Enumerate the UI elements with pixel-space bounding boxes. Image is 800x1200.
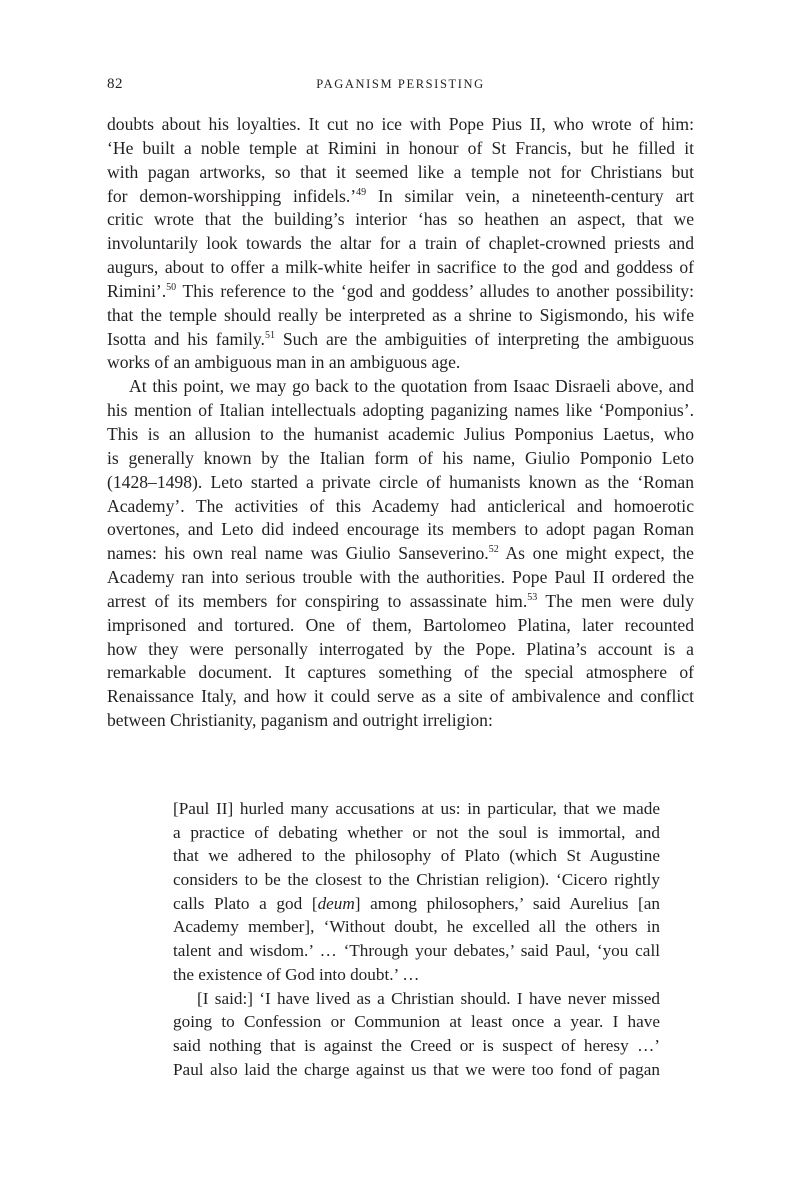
text-line: considers to be the closest to the Christian religion). ‘Cicero rightly — [173, 870, 660, 890]
text-line: names: his own real name was Giulio Sanseverino.$^{52}$ As one might expect, the — [107, 543, 694, 564]
text-line: critic wrote that the building’s interior ‘has so heathen an aspect, that we — [107, 209, 694, 230]
text-line: (1428–1498). Leto started a private circle of humanists known as the ‘Roman — [107, 471, 694, 492]
body-paragraph — [107, 375, 694, 733]
text-line: a practice of debating whether or not the soul is immortal, and — [173, 822, 660, 842]
text-line: ‘He built a noble temple at Rimini in honour of St Francis, but he filled it — [107, 137, 694, 158]
italic-term: deum — [317, 893, 355, 913]
text-line: Rimini’.$^{50}$ This reference to the ‘god and goddess’ alludes to another possibility: — [107, 280, 694, 301]
text-line: overtones, and Leto did indeed encourage its members to adopt pagan Roman — [107, 519, 694, 540]
running-title: PAGANISM PERSISTING — [316, 77, 485, 91]
text-line: that we adhered to the philosophy of Plato (which St Augustine — [173, 846, 660, 866]
footnote-marker[interactable]: 49 — [356, 186, 367, 198]
text-line: with pagan artworks, so that it seemed like a temple not for Christians but — [107, 161, 694, 182]
text-line: Academy’. The activities of this Academy had anticlerical and homoerotic — [107, 495, 694, 516]
text-line: augurs, about to offer a milk-white heifer in sacrifice to the god and goddess of — [107, 257, 694, 278]
text-line: said nothing that is against the Creed or is suspect of heresy …’ — [173, 1035, 660, 1055]
running-head — [107, 76, 694, 96]
block-quote — [173, 797, 660, 1081]
text-line: Academy member], ‘Without doubt, he excelled all the others in — [173, 917, 660, 937]
text-line: Academy ran into serious trouble with the authorities. Pope Paul II ordered the — [107, 567, 694, 588]
body-text — [107, 113, 694, 733]
text-line: works of an ambiguous man in an ambiguous age. — [107, 352, 461, 373]
text-line: remarkable document. It captures something of the special atmosphere of — [107, 662, 694, 683]
footnote-marker[interactable]: 50 — [166, 281, 177, 293]
quote-paragraph — [173, 797, 660, 987]
page-number: 82 — [107, 76, 123, 92]
text-line: his mention of Italian intellectuals adopting paganizing names like ‘Pomponius’. — [107, 400, 694, 421]
text-line: [Paul II] hurled many accusations at us: in particular, that we made — [173, 799, 660, 818]
text-line: Renaissance Italy, and how it could serve as a site of ambivalence and conflict — [107, 686, 694, 707]
body-paragraph — [107, 113, 694, 375]
text-line: This is an allusion to the humanist academic Julius Pomponius Laetus, who — [107, 423, 694, 444]
text-line: involuntarily look towards the altar for a train of chaplet-crowned priests and — [107, 233, 694, 254]
footnote-marker[interactable]: 51 — [264, 329, 275, 341]
quote-paragraph — [173, 987, 660, 1082]
text-line: At this point, we may go back to the quotation from Isaac Disraeli above, and — [129, 376, 694, 397]
text-line: that the temple should really be interpreted as a shrine to Sigismondo, his wife — [107, 304, 694, 325]
footnote-marker[interactable]: 53 — [527, 591, 538, 603]
text-line: calls Plato a god [deum] among philosophers,’ said Aurelius [an — [173, 893, 660, 913]
text-line: [I said:] ‘I have lived as a Christian should. I have never missed — [197, 988, 660, 1008]
text-line: arrest of its members for conspiring to assassinate him.$^{53}$ The men were duly — [107, 590, 694, 611]
text-line: between Christianity, paganism and outright irreligion: — [107, 710, 493, 731]
text-line: the existence of God into doubt.’ … — [173, 964, 420, 984]
text-line: talent and wisdom.’ … ‘Through your debates,’ said Paul, ‘you call — [173, 941, 660, 961]
text-line: doubts about his loyalties. It cut no ice with Pope Pius II, who wrote of him: — [107, 114, 694, 134]
text-line: how they were personally interrogated by the Pope. Platina’s account is a — [107, 638, 694, 659]
text-line: imprisoned and tortured. One of them, Bartolomeo Platina, later recounted — [107, 614, 694, 635]
text-line: going to Confession or Communion at least once a year. I have — [173, 1012, 660, 1032]
text-line: is generally known by the Italian form of his name, Giulio Pomponio Leto — [107, 447, 694, 468]
footnote-marker[interactable]: 52 — [488, 544, 499, 556]
text-line: Paul also laid the charge against us that we were too fond of pagan — [173, 1059, 660, 1079]
text-line: for demon-worshipping infidels.’$^{49}$ In similar vein, a nineteenth-century art — [107, 185, 694, 206]
text-line: Isotta and his family.$^{51}$ Such are the ambiguities of interpreting the ambiguous — [107, 328, 694, 349]
